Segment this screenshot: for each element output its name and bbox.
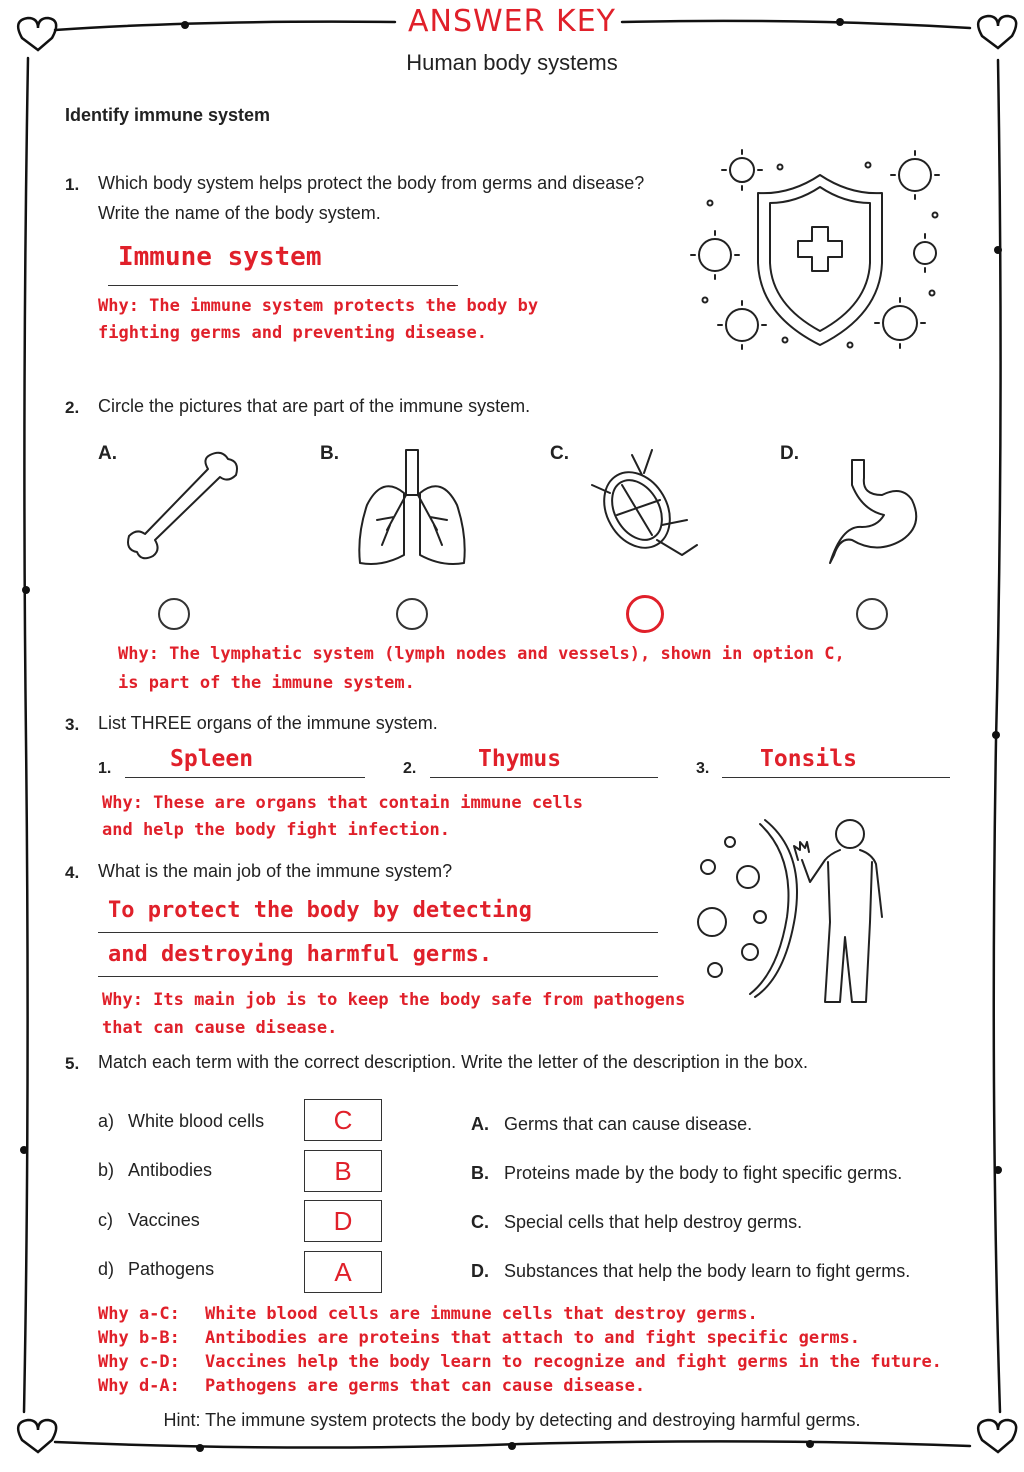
q5-desc-d-letter: D.: [471, 1261, 489, 1281]
q5-term-c-label: c): [98, 1210, 113, 1230]
q2-why-2: is part of the immune system.: [118, 673, 415, 693]
q5-term-d-label: d): [98, 1259, 115, 1279]
q4-why-2: that can cause disease.: [102, 1018, 338, 1038]
q1-text-2: Write the name of the body system.: [98, 203, 381, 223]
q1-answer: Immune system: [108, 242, 458, 286]
shield-cross-icon: [680, 145, 950, 360]
q3-answer-2: Thymus: [430, 746, 658, 778]
q2-option-b-letter: B.: [320, 443, 339, 464]
q5-answer-box-d[interactable]: A: [304, 1251, 382, 1293]
q5-term-b-label: b): [98, 1160, 115, 1180]
q3-answer-3-num: 3.: [696, 760, 710, 777]
q5-answer-box-a[interactable]: C: [304, 1099, 382, 1141]
page-subtitle: Human body systems: [406, 50, 618, 75]
q4-answer-2: and destroying harmful germs.: [98, 942, 658, 977]
q5-answer-box-c[interactable]: D: [304, 1200, 382, 1242]
q5-term-b: Antibodies: [128, 1160, 213, 1180]
q5-why-d: Pathogens are germs that can cause disease.: [205, 1376, 646, 1396]
human-figure-icon: [690, 812, 900, 1012]
q5-desc-a-letter: A.: [471, 1114, 489, 1134]
section-title: Identify immune system: [65, 105, 271, 125]
q1-why-2: fighting germs and preventing disease.: [98, 323, 487, 343]
q5-desc-d: Substances that help the body learn to fight germs.: [504, 1261, 911, 1281]
q5-desc-c: Special cells that help destroy germs.: [504, 1212, 803, 1232]
q3-number: 3.: [65, 715, 80, 734]
lungs-icon: [352, 445, 472, 573]
q3-answer-1-num: 1.: [98, 760, 112, 777]
q5-term-a-label: a): [98, 1111, 115, 1131]
q4-text: What is the main job of the immune system?: [98, 861, 453, 881]
q2-why-1: Why: The lymphatic system (lymph nodes and vessels), shown in option C,: [118, 644, 845, 664]
q5-desc-b-letter: B.: [471, 1163, 489, 1183]
q2-option-b-circle[interactable]: [396, 598, 428, 630]
q5-why-c-key: Why c-D:: [98, 1352, 180, 1372]
q5-desc-b: Proteins made by the body to fight specific germs.: [504, 1163, 903, 1183]
lymph-node-icon: [582, 445, 707, 570]
q5-why-b-key: Why b-B:: [98, 1328, 180, 1348]
hint-text: Hint: The immune system protects the body by detecting and destroying harmful germs.: [163, 1410, 861, 1430]
q2-number: 2.: [65, 398, 80, 417]
q2-option-d-letter: D.: [780, 443, 799, 464]
q1-why-1: Why: The immune system protects the body by: [98, 296, 539, 316]
q5-why-d-key: Why d-A:: [98, 1376, 180, 1396]
q4-why-1: Why: Its main job is to keep the body safe from pathogens: [102, 990, 686, 1010]
q5-why-b: Antibodies are proteins that attach to and fight specific germs.: [205, 1328, 861, 1348]
q2-text: Circle the pictures that are part of the immune system.: [98, 396, 531, 416]
page-title: ANSWER KEY: [408, 4, 616, 39]
q2-option-a-circle[interactable]: [158, 598, 190, 630]
q3-answer-1: Spleen: [125, 746, 365, 778]
q2-option-d-circle[interactable]: [856, 598, 888, 630]
q5-why-a-key: Why a-C:: [98, 1304, 180, 1324]
q5-desc-a: Germs that can cause disease.: [504, 1114, 753, 1134]
q3-answer-3: Tonsils: [722, 746, 950, 778]
q1-text: Which body system helps protect the body from germs and disease?: [98, 173, 645, 193]
q3-text: List THREE organs of the immune system.: [98, 713, 438, 733]
q5-term-a: White blood cells: [128, 1111, 265, 1131]
q4-number: 4.: [65, 863, 80, 882]
q5-desc-c-letter: C.: [471, 1212, 489, 1232]
q3-why-1: Why: These are organs that contain immune cells: [102, 793, 584, 813]
q2-option-c-letter: C.: [550, 443, 569, 464]
q3-why-2: and help the body fight infection.: [102, 820, 450, 840]
q5-why-c: Vaccines help the body learn to recognize and fight germs in the future.: [205, 1352, 942, 1372]
q5-text: Match each term with the correct description. Write the letter of the description in the box.: [98, 1052, 808, 1072]
q5-why-a: White blood cells are immune cells that destroy germs.: [205, 1304, 758, 1324]
stomach-icon: [822, 455, 932, 570]
q3-answer-2-num: 2.: [403, 760, 417, 777]
q2-option-c-circle[interactable]: [626, 595, 664, 633]
bone-icon: [120, 445, 245, 570]
q5-term-c: Vaccines: [128, 1210, 200, 1230]
q4-answer-1: To protect the body by detecting: [98, 898, 658, 933]
q5-number: 5.: [65, 1054, 80, 1073]
virus-icon: [698, 837, 766, 977]
q2-option-a-letter: A.: [98, 443, 117, 464]
q5-answer-box-b[interactable]: B: [304, 1150, 382, 1192]
q1-number: 1.: [65, 175, 80, 194]
virus-icon: [691, 150, 939, 349]
q5-term-d: Pathogens: [128, 1259, 215, 1279]
